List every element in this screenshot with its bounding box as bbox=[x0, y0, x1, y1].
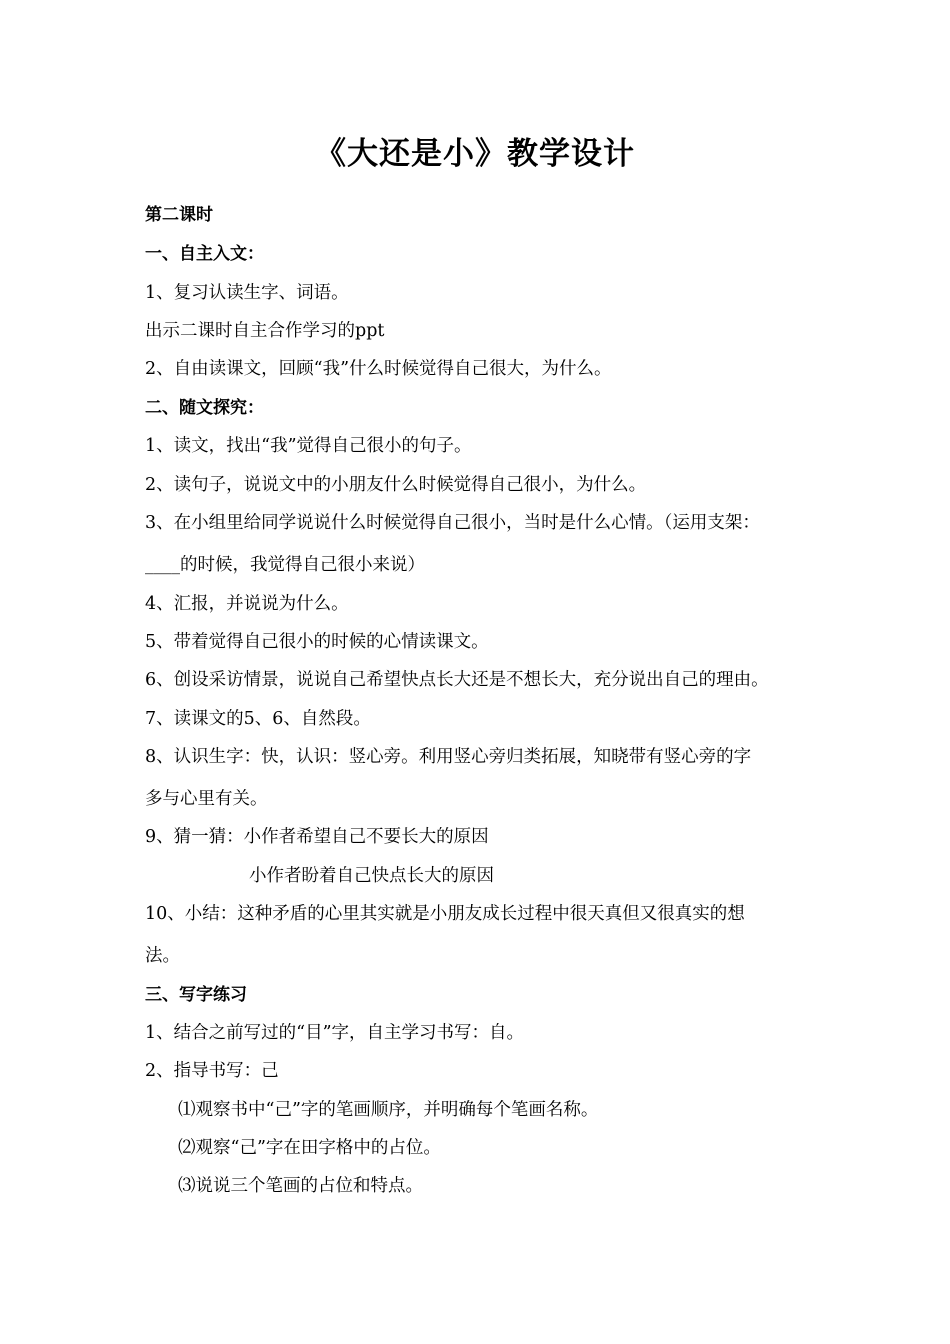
section-2-item: 小作者盼着自己快点长大的原因 bbox=[249, 866, 494, 886]
section-1-heading: 一、自主入文： bbox=[145, 244, 264, 264]
lesson-label: 第二课时 bbox=[145, 205, 213, 225]
document-title: 《大还是小》教学设计 bbox=[315, 136, 635, 172]
section-1-item: 出示二课时自主合作学习的ppt bbox=[145, 321, 385, 341]
section-2-item: 2、读句子，说说文中的小朋友什么时候觉得自己很小，为什么。 bbox=[145, 475, 647, 495]
section-2-item: 3、在小组里给同学说说什么时候觉得自己很小，当时是什么心情。（运用支架： bbox=[145, 513, 760, 533]
section-2-item: 9、猜一猜：小作者希望自己不要长大的原因 bbox=[145, 827, 489, 847]
section-3-item: 1、结合之前写过的“目”字，自主学习书写：自。 bbox=[145, 1023, 525, 1043]
section-2-item: 法。 bbox=[145, 946, 180, 966]
section-2-heading: 二、随文探究： bbox=[145, 398, 264, 418]
section-2-item: 10、小结：这种矛盾的心里其实就是小朋友成长过程中很天真但又很真实的想 bbox=[145, 904, 745, 924]
section-3-subitem: ⑶说说三个笔画的占位和特点。 bbox=[178, 1176, 423, 1196]
section-2-item: 5、带着觉得自己很小的时候的心情读课文。 bbox=[145, 632, 489, 652]
section-3-subitem: ⑴观察书中“己”字的笔画顺序，并明确每个笔画名称。 bbox=[178, 1100, 599, 1120]
section-2-item: 7、读课文的5、6、自然段。 bbox=[145, 709, 371, 729]
section-3-subitem: ⑵观察“己”字在田字格中的占位。 bbox=[178, 1138, 441, 1158]
section-3-heading: 三、写字练习 bbox=[145, 985, 247, 1005]
section-2-item: 1、读文，找出“我”觉得自己很小的句子。 bbox=[145, 436, 472, 456]
section-2-item: 4、汇报，并说说为什么。 bbox=[145, 594, 349, 614]
section-2-item: 6、创设采访情景，说说自己希望快点长大还是不想长大，充分说出自己的理由。 bbox=[145, 670, 769, 690]
section-1-item: 2、自由读课文，回顾“我”什么时候觉得自己很大，为什么。 bbox=[145, 359, 612, 379]
section-2-item: 8、认识生字：快，认识：竖心旁。利用竖心旁归类拓展，知晓带有竖心旁的字 bbox=[145, 747, 752, 767]
section-2-item: 多与心里有关。 bbox=[145, 789, 268, 809]
section-3-item: 2、指导书写：己 bbox=[145, 1061, 279, 1081]
section-1-item: 1、复习认读生字、词语。 bbox=[145, 283, 349, 303]
section-2-item: ____的时候，我觉得自己很小来说） bbox=[145, 555, 425, 575]
